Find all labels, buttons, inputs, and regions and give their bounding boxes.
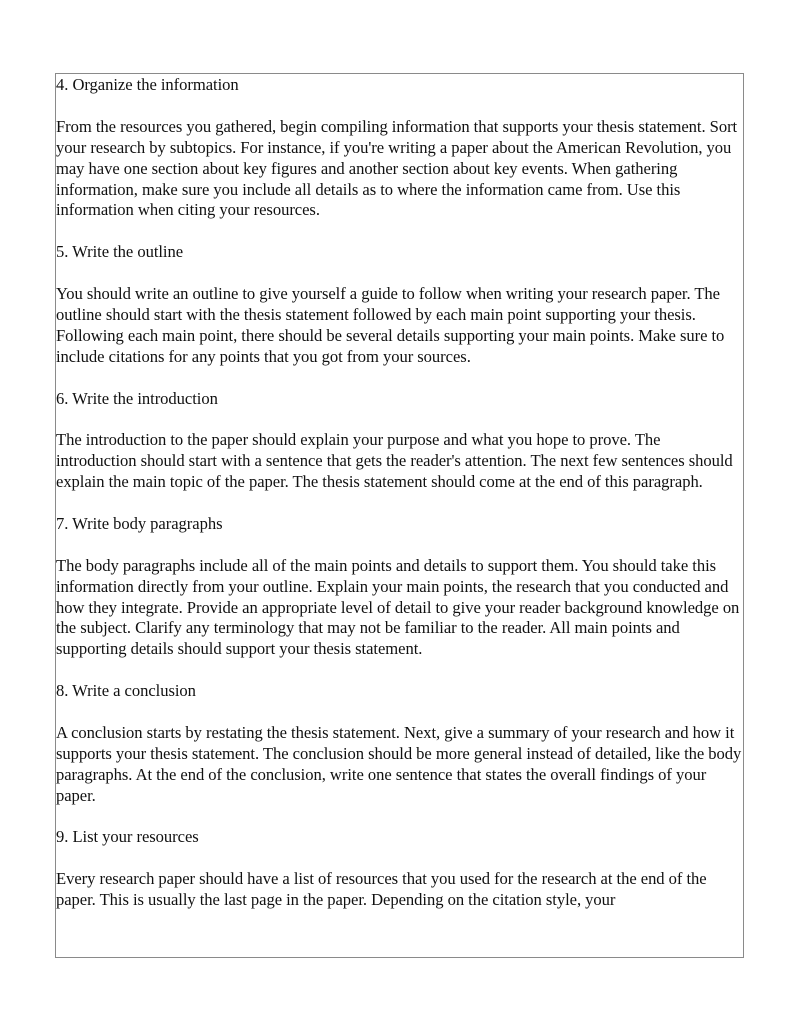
section-heading: 7. Write body paragraphs bbox=[56, 513, 223, 533]
section-heading: 8. Write a conclusion bbox=[56, 681, 196, 701]
section-paragraph: You should write an outline to give yourself a guide to follow when writing your research paper. The outline should start with the thesis statement followed by each main point supporting your thesis. Following each main point, there should be several details supporting your main points. Make sure to include citations for any points that you got from your sources. bbox=[56, 284, 725, 366]
section-heading: 5. Write the outline bbox=[56, 242, 184, 262]
section-heading: 6. Write the introduction bbox=[56, 388, 218, 408]
section-write-conclusion bbox=[56, 681, 743, 806]
section-heading: 9. List your resources bbox=[56, 827, 199, 847]
section-paragraph: The body paragraphs include all of the main points and details to support them. You should take this information directly from your outline. Explain your main points, the research that you conducted and how they integrate. Provide an appropriate level of detail to give your reader background knowledge on the subject. Clarify any terminology that may not be familiar to the reader. All main points and supporting details should support your thesis statement. bbox=[56, 555, 740, 659]
document-content bbox=[56, 74, 743, 911]
section-paragraph: From the resources you gathered, begin compiling information that supports your thesis statement. Sort your research by subtopics. For instance, if you're writing a paper about the American Revolution, you may have one section about key figures and another section about key events. When gathering information, make sure you include all details as to where the information came from. Use this information when citing your resources. bbox=[56, 116, 738, 220]
section-write-outline bbox=[56, 242, 743, 367]
section-organize-information bbox=[56, 75, 743, 221]
section-write-body-paragraphs bbox=[56, 514, 743, 660]
section-heading: 4. Organize the information bbox=[56, 75, 239, 94]
section-paragraph: The introduction to the paper should explain your purpose and what you hope to prove. The introduction should start with a sentence that gets the reader's attention. The next few sentences should explain the main topic of the paper. The thesis statement should come at the end of this paragraph. bbox=[56, 430, 733, 492]
document-page bbox=[55, 73, 744, 958]
section-paragraph: A conclusion starts by restating the thesis statement. Next, give a summary of your research and how it supports your thesis statement. The conclusion should be more general instead of detailed, like the body paragraphs. At the end of the conclusion, write one sentence that states the overall findings of your paper. bbox=[56, 722, 742, 805]
section-write-introduction bbox=[56, 389, 743, 494]
section-paragraph: Every research paper should have a list of resources that you used for the research at the end of the paper. This is usually the last page in the paper. Depending on the citation style, your bbox=[56, 869, 707, 910]
section-list-resources bbox=[56, 827, 743, 911]
